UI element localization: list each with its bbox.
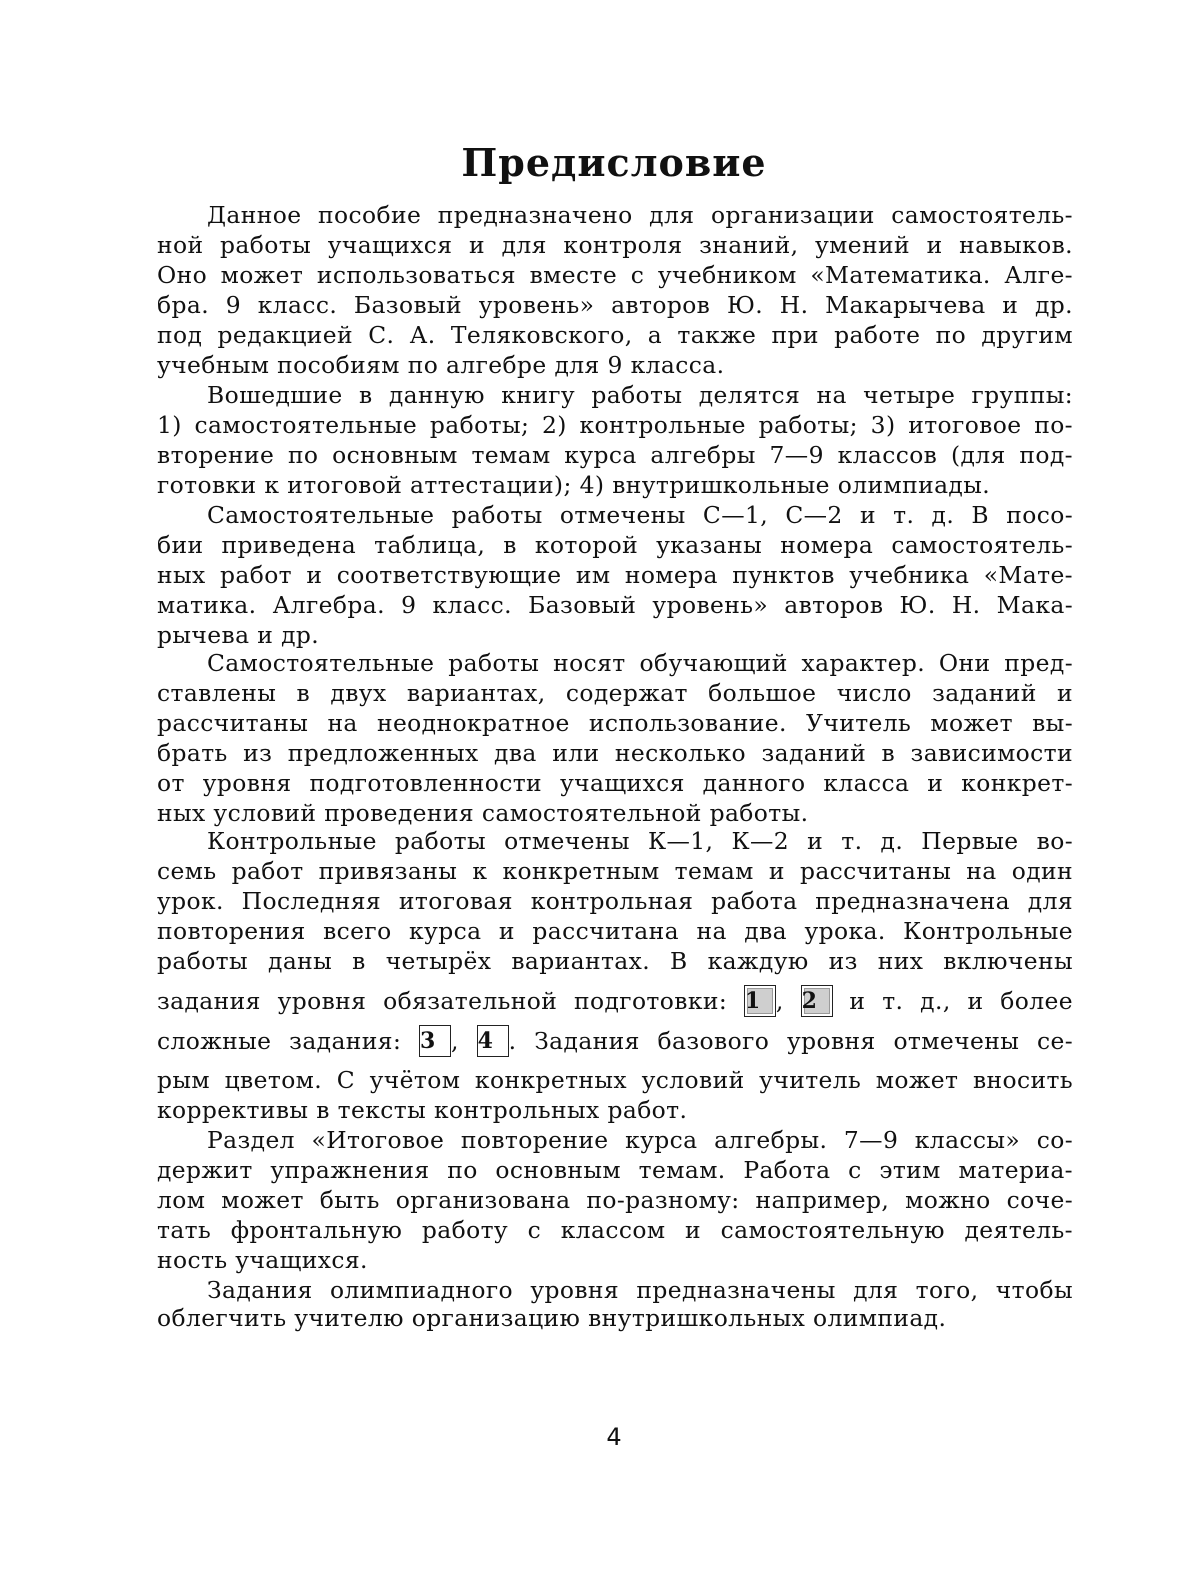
text-line: Оно может использоваться вместе с учебником «Математика. Алге- [157, 261, 1073, 289]
text-line: ных работ и соответствующие им номера пунктов учебника «Мате- [157, 561, 1073, 589]
page-title: Предисловие [461, 140, 767, 185]
text-line: урок. Последняя итоговая контрольная работа предназначена для [157, 887, 1073, 915]
text-line: бра. 9 класс. Базовый уровень» авторов Ю. Н. Макарычева и др. [157, 291, 1073, 319]
page-number: 4 [606, 1423, 622, 1451]
text-line: Контрольные работы отмечены К—1, К—2 и т. д. Первые во- [207, 827, 1073, 855]
text-line: Раздел «Итоговое повторение курса алгебры. 7—9 классы» со- [207, 1126, 1073, 1154]
text-fragment: , [451, 1027, 459, 1055]
text-line: учебным пособиям по алгебре для 9 класса. [157, 351, 725, 379]
text-line: брать из предложенных два или несколько заданий в зависимости [157, 739, 1073, 767]
text-line: Самостоятельные работы носят обучающий характер. Они пред- [207, 649, 1073, 677]
text-line-with-boxes [157, 1020, 1073, 1062]
text-line: повторения всего курса и рассчитана на два урока. Контрольные [157, 917, 1073, 945]
text-line: лом может быть организована по-разному: например, можно соче- [157, 1186, 1073, 1214]
text-line: ность учащихся. [157, 1246, 368, 1274]
task-number-box-basic: 1 [744, 985, 776, 1017]
text-line: держит упражнения по основным темам. Работа с этим материа- [157, 1156, 1073, 1184]
text-line: Вошедшие в данную книгу работы делятся на четыре группы: [207, 381, 1073, 409]
text-line: рычева и др. [157, 621, 320, 649]
text-line: готовки к итоговой аттестации); 4) внутришкольные олимпиады. [157, 471, 991, 499]
text-line: облегчить учителю организацию внутришкольных олимпиад. [157, 1304, 947, 1332]
text-line: под редакцией С. А. Теляковского, а также при работе по другим [157, 321, 1073, 349]
text-line: ных условий проведения самостоятельной работы. [157, 799, 809, 827]
text-fragment: сложные задания: [157, 1027, 402, 1055]
task-number-box-advanced: 3 [419, 1025, 451, 1057]
text-line: коррективы в тексты контрольных работ. [157, 1096, 688, 1124]
text-line: рым цветом. С учётом конкретных условий учитель может вносить [157, 1066, 1073, 1094]
text-fragment: . Задания базового уровня отмечены се- [508, 1027, 1074, 1055]
text-line: ной работы учащихся и для контроля знаний, умений и навыков. [157, 231, 1073, 259]
text-line: вторение по основным темам курса алгебры 7—9 классов (для под- [157, 441, 1073, 469]
text-fragment: и т. д., и более [849, 987, 1073, 1015]
text-line-with-boxes [157, 980, 1073, 1022]
task-number-box-basic: 2 [801, 985, 833, 1017]
text-line: от уровня подготовленности учащихся данного класса и конкрет- [157, 769, 1073, 797]
text-line: семь работ привязаны к конкретным темам и рассчитаны на один [157, 857, 1073, 885]
text-line: Задания олимпиадного уровня предназначены для того, чтобы [207, 1276, 1073, 1304]
text-line: тать фронтальную работу с классом и самостоятельную деятель- [157, 1216, 1073, 1244]
text-fragment: задания уровня обязательной подготовки: [157, 987, 728, 1015]
text-line: бии приведена таблица, в которой указаны номера самостоятель- [157, 531, 1073, 559]
text-line: 1) самостоятельные работы; 2) контрольные работы; 3) итоговое по- [157, 411, 1073, 439]
text-line: рассчитаны на неоднократное использование. Учитель может вы- [157, 709, 1073, 737]
text-fragment: , [775, 987, 784, 1015]
task-number-box-advanced: 4 [477, 1025, 509, 1057]
text-line: Самостоятельные работы отмечены С—1, С—2 и т. д. В посо- [207, 501, 1073, 529]
text-line: матика. Алгебра. 9 класс. Базовый уровень» авторов Ю. Н. Мака- [157, 591, 1073, 619]
text-line: ставлены в двух вариантах, содержат большое число заданий и [157, 679, 1073, 707]
text-line: Данное пособие предназначено для организации самостоятель- [207, 201, 1073, 229]
text-line: работы даны в четырёх вариантах. В каждую из них включены [157, 947, 1073, 975]
